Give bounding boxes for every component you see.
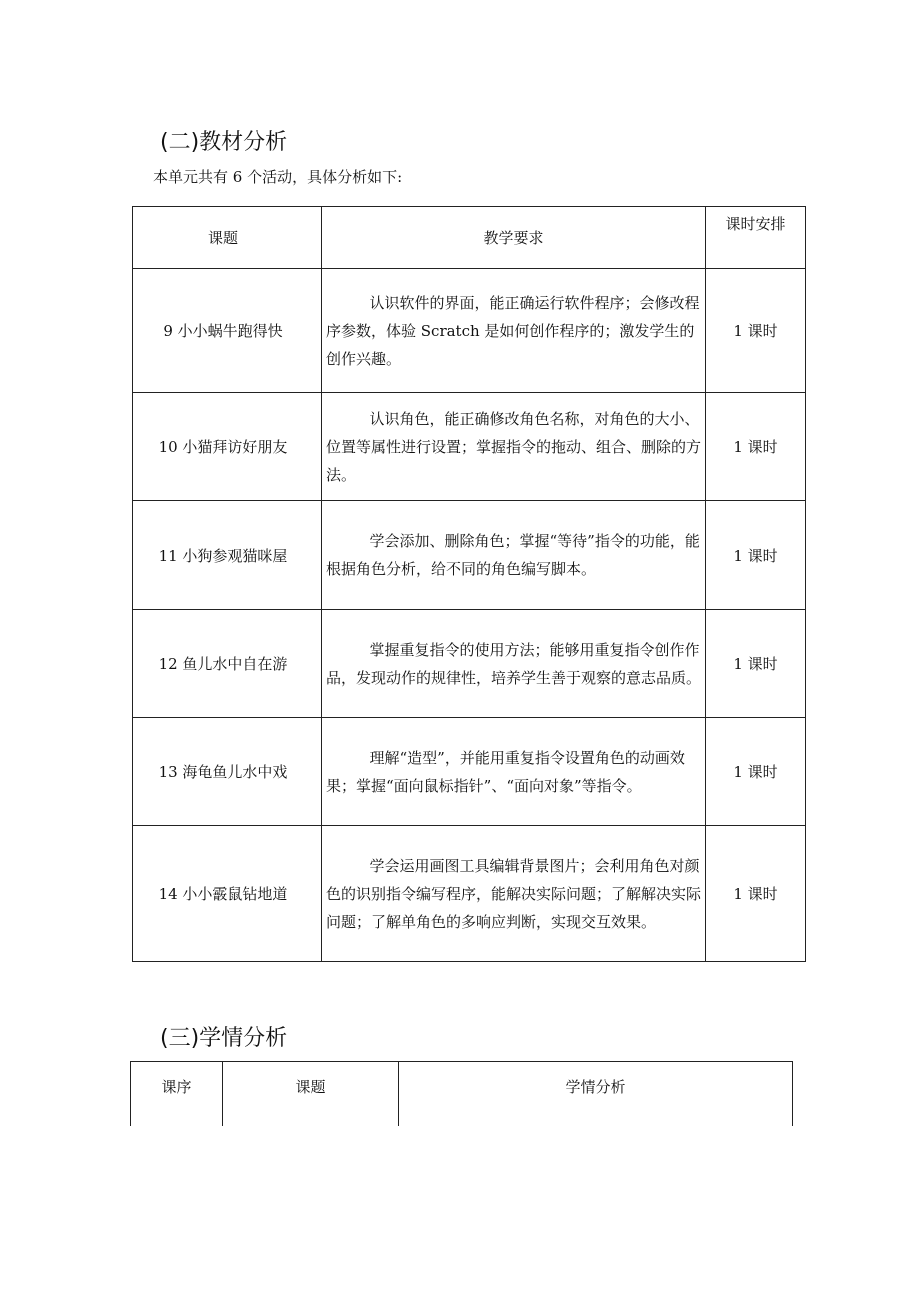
- header-lesson-number: 课序: [131, 1062, 223, 1127]
- row-hours: 1 课时: [706, 826, 806, 962]
- header-learner-analysis: 学情分析: [399, 1062, 793, 1127]
- table-row: [133, 393, 806, 501]
- row-hours: 1 课时: [706, 718, 806, 826]
- header-topic: 课题: [133, 207, 322, 269]
- row-topic: 10 小猫拜访好朋友: [133, 393, 322, 501]
- table-row: [133, 269, 806, 393]
- header-hours: 课时安排: [706, 207, 806, 269]
- row-hours: 1 课时: [706, 610, 806, 718]
- row-requirement: 学会添加、删除角色；掌握“等待”指令的功能，能根据角色分析，给不同的角色编写脚本。: [322, 501, 706, 610]
- header-requirement: 教学要求: [322, 207, 706, 269]
- table-header-row: [133, 207, 806, 269]
- row-topic: 12 鱼儿水中自在游: [133, 610, 322, 718]
- row-hours: 1 课时: [706, 393, 806, 501]
- material-analysis-table: [132, 206, 806, 962]
- table-row: [133, 610, 806, 718]
- table-row: [133, 826, 806, 962]
- row-hours: 1 课时: [706, 501, 806, 610]
- table-row: [133, 501, 806, 610]
- row-topic: 13 海龟鱼儿水中戏: [133, 718, 322, 826]
- intro-text: 本单元共有 6 个活动，具体分析如下:: [153, 168, 403, 186]
- row-requirement: 认识角色，能正确修改角色名称，对角色的大小、位置等属性进行设置；掌握指令的拖动、组合、删除的方法。: [322, 393, 706, 501]
- row-topic: 9 小小蜗牛跑得快: [133, 269, 322, 393]
- row-requirement: 掌握重复指令的使用方法；能够用重复指令创作作品，发现动作的规律性，培养学生善于观察的意志品质。: [322, 610, 706, 718]
- table-header-row: [131, 1062, 793, 1127]
- row-topic: 14 小小霰鼠钻地道: [133, 826, 322, 962]
- row-requirement: 认识软件的界面，能正确运行软件程序；会修改程序参数，体验 Scratch 是如何创作程序的；激发学生的创作兴趣。: [322, 269, 706, 393]
- row-requirement: 理解“造型”，并能用重复指令设置角色的动画效果；掌握“面向鼠标指针”、“面向对象”等指令。: [322, 718, 706, 826]
- section-heading-learner-analysis: (三)学情分析: [160, 1026, 288, 1051]
- header-topic: 课题: [223, 1062, 399, 1127]
- table-row: [133, 718, 806, 826]
- row-topic: 11 小狗参观猫咪屋: [133, 501, 322, 610]
- learner-analysis-table: [130, 1061, 793, 1126]
- section-heading-material-analysis: (二)教材分析: [160, 130, 288, 155]
- row-requirement: 学会运用画图工具编辑背景图片；会利用角色对颜色的识别指令编写程序，能解决实际问题；了解解决实际问题；了解单角色的多响应判断，实现交互效果。: [322, 826, 706, 962]
- row-hours: 1 课时: [706, 269, 806, 393]
